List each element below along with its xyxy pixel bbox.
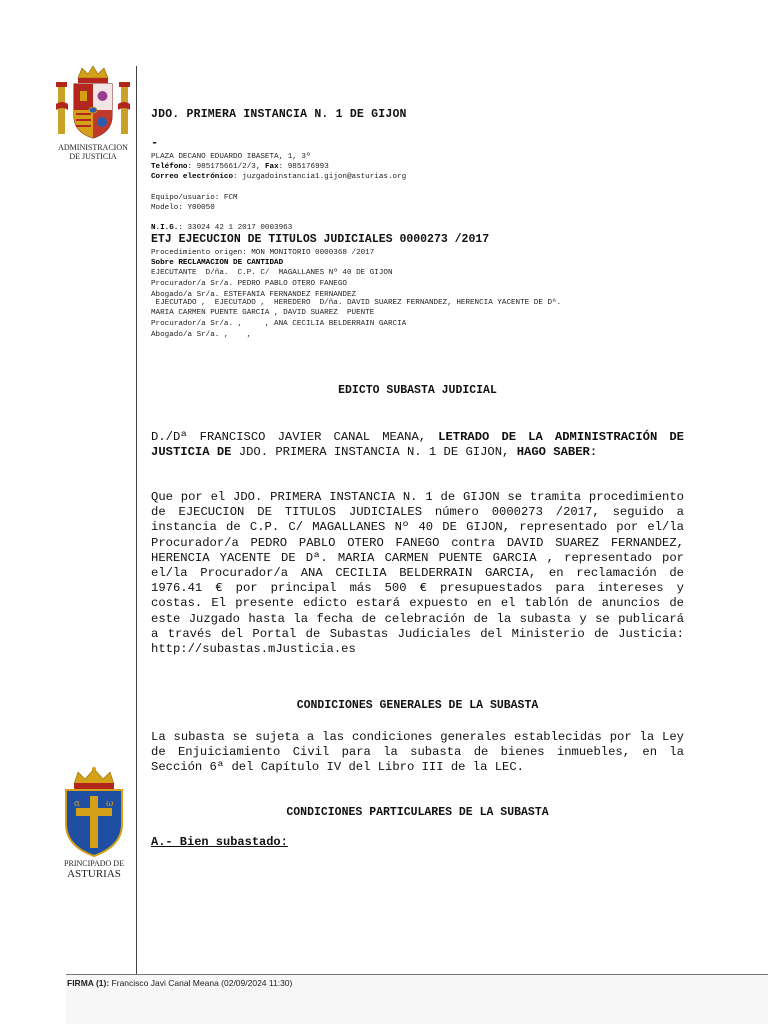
fax-value: : 985176993 <box>278 163 329 171</box>
admin-justicia-caption <box>43 143 143 161</box>
party-line-6: Procurador/a Sr/a. , , ANA CECILIA BELDERRAIN GARCIA <box>151 320 407 328</box>
svg-text:ω: ω <box>106 799 114 809</box>
court-address: PLAZA DECANO EDUARDO IBASETA, 1, 3º <box>151 153 311 161</box>
signature-line <box>67 978 292 988</box>
coat-of-arms-icon <box>54 64 132 144</box>
asturias-shield-icon <box>60 766 128 858</box>
party-line-5: MARIA CARMEN PUENTE GARCIA , DAVID SUAREZ PUENTE <box>151 309 375 317</box>
court-email-line <box>151 172 406 182</box>
asturias-caption-line2: ASTURIAS <box>67 868 121 880</box>
phone-label: Teléfono <box>151 163 188 171</box>
party-line-1: EJECUTANTE D/ña. C.P. C/ MAGALLANES Nº 40 DE GIJON <box>151 269 393 277</box>
party-line-7: Abogado/a Sr/a. , , <box>151 331 252 339</box>
edict-paragraph-1: Que por el JDO. PRIMERA INSTANCIA N. 1 de GIJON se tramita procedimiento de EJECUCION DE TITULOS JUDICIALES número 0000273 /2017, seguido a instancia de C.P. C/ MAGALLANES Nº 40 DE GIJON, representado por el/la Procurador/a PEDRO PABLO OTERO FANEGO contra DAVID SUAREZ FERNANDEZ, HERENCIA YACENTE DE Dª. MARIA CARMEN PUENTE GARCIA , representado por el/la Procurador/a ANA CECILIA BELDERRAIN GARCIA, en reclamación de 1976.41 € por principal más 500 € presupuestados para intereses y costas. El presente edicto estará expuesto en el tablón de anuncios de este Juzgado hasta la fecha de celebración de la subasta y se publicará a través del Portal de Subastas Judiciales del Ministerio de Justicia: http://subastas.mJusticia.es <box>151 490 684 657</box>
item-heading: A.- Bien subastado: <box>151 835 288 849</box>
fax-label: Fax <box>264 163 279 171</box>
general-conditions-text: La subasta se sujeta a las condiciones generales establecidas por la Ley de Enjuiciamiento Civil para la subasta de bienes inmuebles, en la Sección 6ª del Capítulo IV del Libro III de la LEC. <box>151 730 684 775</box>
admin-justicia-caption-line1: ADMINISTRACION <box>58 143 128 152</box>
email-label: Correo electrónico <box>151 173 234 181</box>
asturias-caption-line1: PRINCIPADO DE <box>64 859 124 868</box>
left-margin-rule <box>136 66 137 978</box>
intro-name: D./Dª FRANCISCO JAVIER CANAL MEANA, <box>151 430 439 444</box>
asturias-caption <box>44 859 144 880</box>
procedure-title: ETJ EJECUCION DE TITULOS JUDICIALES 0000273 /2017 <box>151 233 490 246</box>
nig-value: : 33024 42 1 2017 0003963 <box>178 224 293 232</box>
edict-title: EDICTO SUBASTA JUDICIAL <box>338 384 497 397</box>
header-dash: - <box>151 136 159 150</box>
claim-subject: Sobre RECLAMACION DE CANTIDAD <box>151 259 284 267</box>
signature-label: FIRMA (1): <box>67 978 110 988</box>
procedure-origin: Procedimiento origen: MON MONITORIO 0000368 /2017 <box>151 249 375 257</box>
party-line-2: Procurador/a Sr/a. PEDRO PABLO OTERO FANEGO <box>151 280 347 288</box>
intro-hago-saber: HAGO SABER: <box>516 445 598 460</box>
party-line-3: Abogado/a Sr/a. ESTEFANIA FERNANDEZ FERNANDEZ <box>151 291 357 299</box>
model-code: Modelo: Y00050 <box>151 204 215 212</box>
phone-value: : 985175661/2/3, <box>187 163 265 171</box>
court-title: JDO. PRIMERA INSTANCIA N. 1 DE GIJON <box>151 108 407 121</box>
party-line-4: EJECUTADO , EJECUTADO , HEREDERO D/ña. DAVID SUAREZ FERNANDEZ, HERENCIA YACENTE DE Dª. <box>151 299 562 307</box>
team-user: Equipo/usuario: FCM <box>151 194 238 202</box>
signature-value: Francisco Javi Canal Meana (02/09/2024 11:30) <box>109 978 293 988</box>
nig-line <box>151 223 292 233</box>
general-conditions-heading: CONDICIONES GENERALES DE LA SUBASTA <box>296 699 539 712</box>
email-value: : juzgadoinstancia1.gijon@asturias.org <box>233 173 407 181</box>
nig-label: N.I.G. <box>151 224 179 232</box>
court-phone-line <box>151 162 329 172</box>
admin-justicia-caption-line2: DE JUSTICIA <box>69 152 117 161</box>
intro-court: JDO. PRIMERA INSTANCIA N. 1 DE GIJON, <box>231 445 517 460</box>
intro-role: LETRADO DE LA ADMINISTRACIÓN DE JUSTICIA DE <box>151 430 684 460</box>
particular-conditions-heading: CONDICIONES PARTICULARES DE LA SUBASTA <box>286 806 549 819</box>
administracion-justicia-logo <box>54 64 132 164</box>
principado-asturias-logo <box>60 766 128 884</box>
edict-intro <box>151 430 684 460</box>
svg-text:α: α <box>74 799 81 809</box>
